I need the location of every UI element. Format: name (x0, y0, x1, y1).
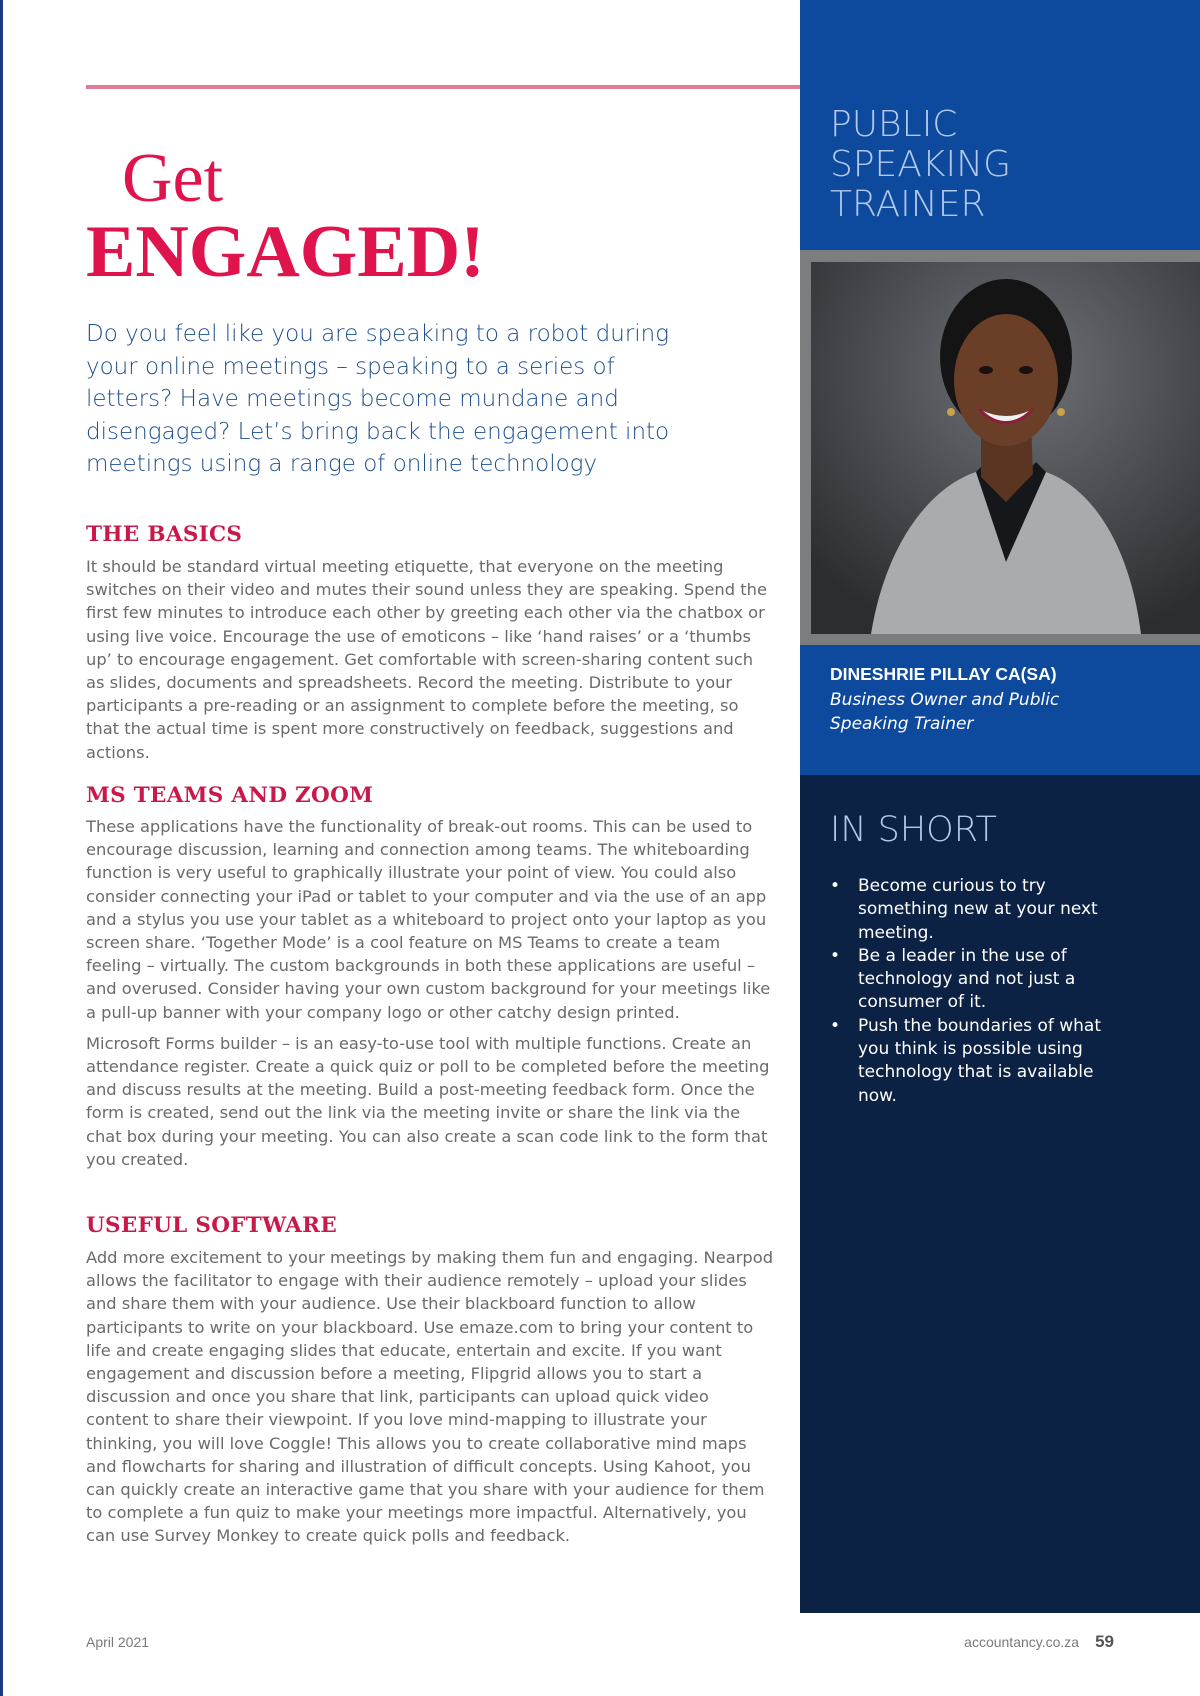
author-role-line: Business Owner and Public (830, 690, 1060, 710)
section-body-useful-software (86, 1246, 776, 1548)
in-short-heading: IN SHORT (830, 810, 997, 850)
sidebar-title-line: TRAINER (830, 184, 986, 225)
author-portrait-illustration (811, 262, 1200, 634)
footer-date: April 2021 (86, 1634, 150, 1650)
footer-site: accountancy.co.za (964, 1634, 1080, 1650)
in-short-list (830, 875, 1130, 1108)
in-short-item (830, 945, 1130, 1015)
author-photo (811, 262, 1200, 634)
bullet-icon: • (830, 876, 841, 896)
in-short-item (830, 1015, 1130, 1108)
section-body-basics (86, 555, 776, 764)
section-title-useful-software: USEFUL SOFTWARE (86, 1213, 338, 1238)
body-paragraph: These applications have the functionality of break-out rooms. This can be used to encourage discussion, learning and connection among teams. The whiteboarding function is very useful to graphically illustrate your point of view. You could also consider connecting your iPad or tablet to your computer and via the use of an app and a stylus you use your tablet as a whiteboard to project onto your laptop as you screen share. ‘Together Mode’ is a cool feature on MS Teams to create a team feeling – virtually. The custom backgrounds in both these applications are useful – and overused. Consider having your own custom background for your meetings like a pull-up banner with your company logo or other catchy design printed. (86, 817, 771, 1022)
in-short-item (830, 875, 1130, 945)
in-short-item-text: Be a leader in the use of technology and not just a consumer of it. (858, 945, 1076, 1013)
author-role (830, 689, 1130, 736)
page-edge-rule (0, 0, 3, 1696)
sidebar-title-line: PUBLIC (830, 104, 958, 145)
author-role-line: Speaking Trainer (830, 713, 974, 734)
article-headline (86, 140, 485, 293)
headline-line-2: ENGAGED! (86, 211, 485, 293)
author-name: DINESHRIE PILLAY CA(SA) (830, 664, 1057, 684)
sidebar-title (830, 105, 1011, 225)
in-short-item-text: Push the boundaries of what you think is possible using technology that is available now. (858, 1015, 1101, 1106)
body-paragraph: It should be standard virtual meeting etiquette, that everyone on the meeting switches on their video and mutes their sound unless they are speaking. Spend the first few minutes to introduce each other by greeting each other via the chatbox or using live voice. Encourage the use of emoticons – like ‘hand raises’ or a ‘thumbs up’ to encourage engagement. Get comfortable with screen-sharing content such as slides, documents and spreadsheets. Record the meeting. Distribute to your participants a pre-reading or an assignment to complete before the meeting, so that the actual time is spent more constructively on feedback, suggestions and actions. (86, 557, 767, 762)
footer-site-and-page (964, 1632, 1114, 1652)
in-short-item-text: Become curious to try something new at your next meeting. (858, 876, 1098, 943)
body-paragraph: Add more excitement to your meetings by making them fun and engaging. Nearpod allows the facilitator to engage with their audience remotely – upload your slides and share them with your audience. Use their blackboard function to allow participants to write on your blackboard. Use emaze.com to bring your content to life and create engaging slides that educate, entertain and excite. If you want engagement and discussion before a meeting, Flipgrid allows you to start a discussion and once you share that link, participants can upload quick video content to share their viewpoint. If you love mind-mapping to illustrate your thinking, you will love Coggle! This allows you to create collaborative mind maps and flowcharts for sharing and illustration of difficult concepts. Using Kahoot, you can quickly create an interactive game that you share with your audience for them to complete a fun quiz to make your meetings more impactful. Alternatively, you can use Survey Monkey to create quick polls and feedback. (86, 1248, 774, 1546)
article-intro: Do you feel like you are speaking to a robot during your online meetings – speaking to a series of letters? Have meetings become mundane and disengaged? Let’s bring back the engagement into meetings using a range of online technology (86, 321, 670, 477)
section-title-basics: THE BASICS (86, 522, 243, 547)
section-title-ms-teams-zoom: MS TEAMS AND ZOOM (86, 783, 374, 808)
page-number: 59 (1095, 1632, 1114, 1651)
body-paragraph: Microsoft Forms builder – is an easy-to-use tool with multiple functions. Create an attendance register. Create a quick quiz or poll to be completed before the meeting and discuss results at the meeting. Build a post-meeting feedback form. Once the form is created, send out the link via the meeting invite or share the link via the chat box during your meeting. You can also create a scan code link to the form that you created. (86, 1033, 770, 1169)
section-body-ms-teams-zoom (86, 815, 776, 1171)
bullet-icon: • (830, 1015, 841, 1036)
headline-line-1: Get (122, 140, 224, 217)
sidebar-title-line: SPEAKING (830, 144, 1011, 185)
bullet-icon: • (830, 945, 841, 966)
